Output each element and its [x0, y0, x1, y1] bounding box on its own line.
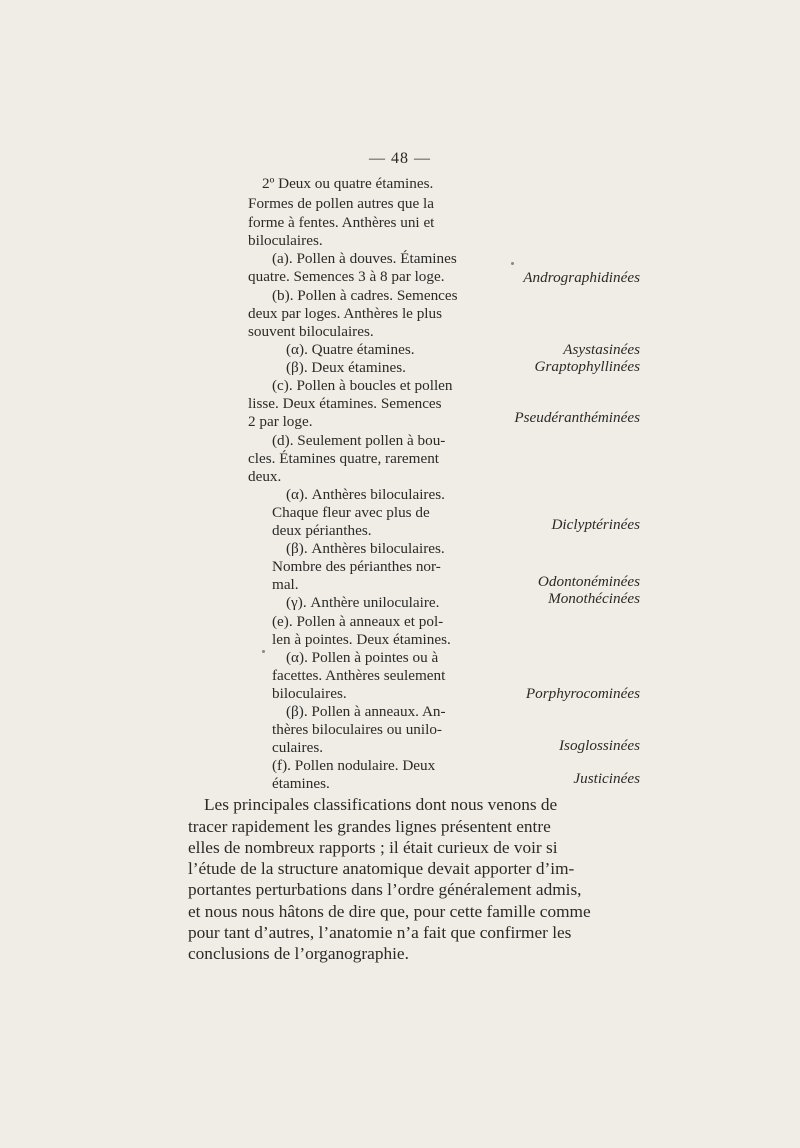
paragraph-line: et nous nous hâtons de dire que, pour cette famille comme: [188, 902, 591, 921]
key-line: (d). Seulement pollen à bou-: [272, 432, 446, 449]
key-line: étamines.: [272, 775, 330, 792]
paragraph-line: l’étude de la structure anatomique devait apporter d’im-: [188, 859, 575, 878]
paragraph-line: Les principales classifications dont nous venons de: [204, 795, 558, 814]
key-line: mal.: [272, 576, 299, 593]
group-name: Pseudéranthéminées: [514, 409, 640, 426]
group-name: Diclyptérinées: [551, 516, 640, 533]
key-line: (α). Anthères biloculaires.: [286, 486, 445, 503]
key-line: Formes de pollen autres que la: [248, 195, 434, 212]
key-line: 2 par loge.: [248, 413, 313, 430]
key-line: (a). Pollen à douves. Étamines: [272, 250, 457, 267]
key-line: (b). Pollen à cadres. Semences: [272, 287, 458, 304]
key-line: (β). Deux étamines.: [286, 359, 406, 376]
key-line: (γ). Anthère uniloculaire.: [286, 594, 440, 611]
group-name: Porphyrocominées: [525, 685, 640, 702]
key-line: lisse. Deux étamines. Semences: [248, 395, 442, 412]
key-line: deux par loges. Anthères le plus: [248, 305, 443, 322]
key-line: (α). Quatre étamines.: [286, 341, 415, 358]
group-name: Isoglossinées: [559, 737, 640, 754]
key-line: quatre. Semences 3 à 8 par loge.: [248, 268, 445, 285]
page-number: — 48 —: [369, 150, 431, 167]
paragraph-line: tracer rapidement les grandes lignes présentent entre: [188, 817, 551, 836]
key-line: Nombre des périanthes nor-: [272, 558, 441, 575]
key-line: biloculaires.: [272, 685, 347, 702]
key-line: facettes. Anthères seulement: [272, 667, 446, 684]
paragraph-line: conclusions de l’organographie.: [188, 944, 409, 963]
paragraph-line: portantes perturbations dans l’ordre généralement admis,: [188, 880, 582, 899]
group-name: Justicinées: [573, 770, 640, 787]
key-line: (β). Anthères biloculaires.: [286, 540, 445, 557]
key-line: biloculaires.: [248, 232, 323, 249]
key-line: (f). Pollen nodulaire. Deux: [272, 757, 436, 774]
key-line: 2º Deux ou quatre étamines.: [262, 175, 434, 192]
scan-speck: [262, 650, 265, 653]
key-line: deux périanthes.: [272, 522, 372, 539]
key-line: Chaque fleur avec plus de: [272, 504, 430, 521]
group-name: Graptophyllinées: [534, 358, 640, 375]
key-line: (c). Pollen à boucles et pollen: [272, 377, 453, 394]
key-line: (β). Pollen à anneaux. An-: [286, 703, 446, 720]
paragraph-line: elles de nombreux rapports ; il était curieux de voir si: [188, 838, 558, 857]
key-line: len à pointes. Deux étamines.: [272, 631, 451, 648]
paragraph-line: pour tant d’autres, l’anatomie n’a fait que confirmer les: [188, 923, 572, 942]
key-line: cles. Étamines quatre, rarement: [248, 450, 440, 467]
group-name: Monothécinées: [548, 590, 640, 607]
scan-speck: [511, 262, 514, 265]
key-line: forme à fentes. Anthères uni et: [248, 214, 435, 231]
group-name: Odontonéminées: [537, 573, 640, 590]
group-name: Asystasinées: [563, 341, 640, 358]
key-line: (e). Pollen à anneaux et pol-: [272, 613, 444, 630]
key-line: culaires.: [272, 739, 324, 756]
key-line: (α). Pollen à pointes ou à: [286, 649, 439, 666]
key-line: souvent biloculaires.: [248, 323, 374, 340]
key-line: deux.: [248, 468, 282, 485]
group-name: Andrographidinées: [523, 269, 640, 286]
key-line: thères biloculaires ou unilo-: [272, 721, 442, 738]
